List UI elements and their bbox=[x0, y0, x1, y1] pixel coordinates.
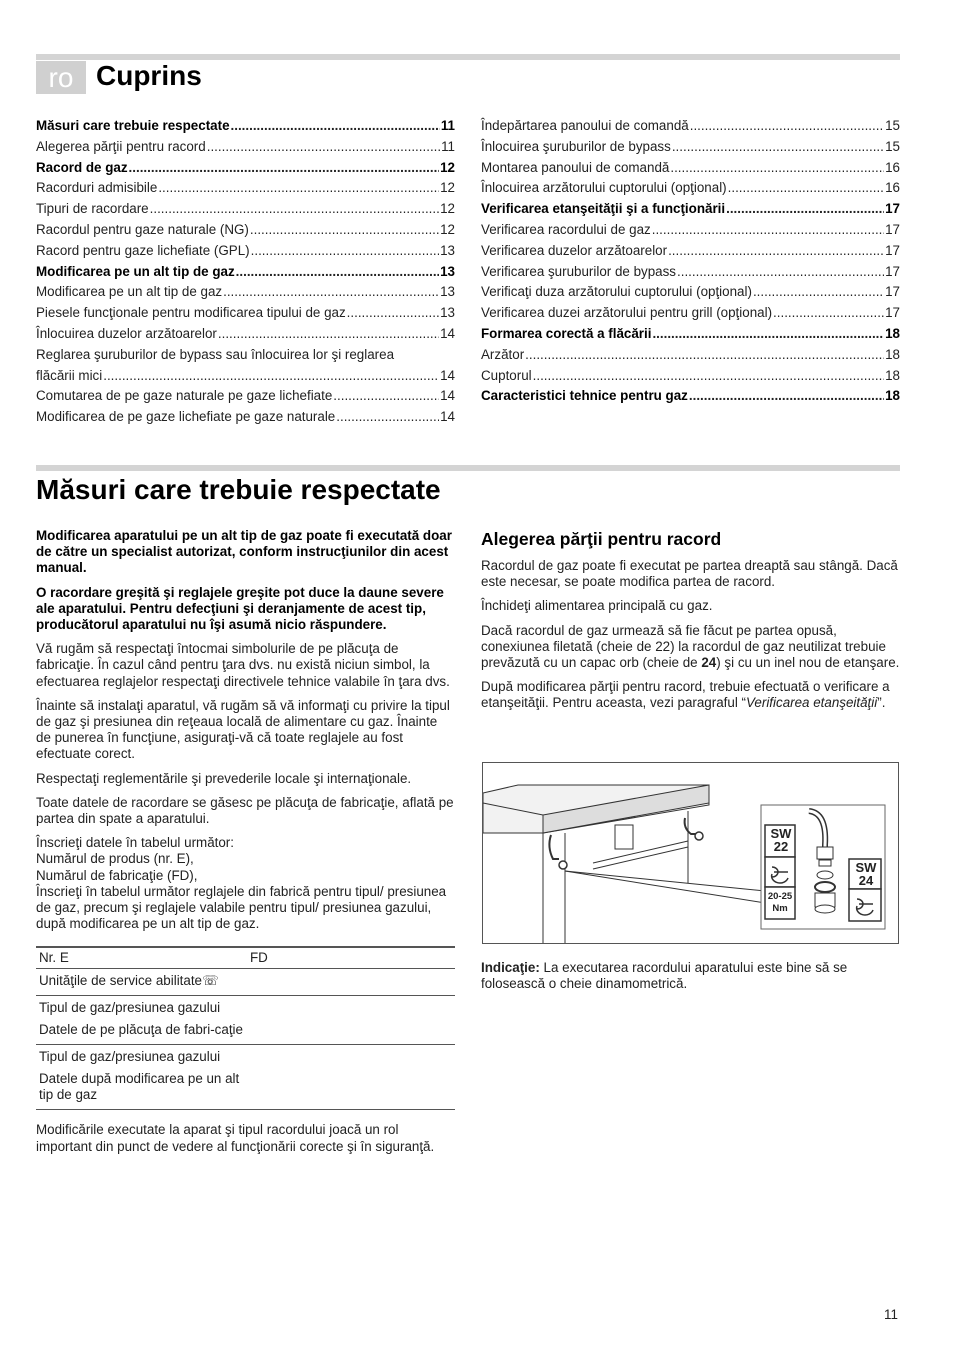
toc-entry bbox=[481, 137, 900, 158]
toc-entry-title: Racord pentru gaze lichefiate (GPL) bbox=[36, 242, 250, 258]
toc-entry-page: 13 bbox=[440, 284, 455, 300]
table-row bbox=[36, 996, 455, 1019]
section-title: Măsuri care trebuie respectate bbox=[36, 474, 441, 505]
toc-entry bbox=[36, 199, 455, 220]
toc-entry-title: Verificarea duzelor arzătoarelor bbox=[481, 242, 668, 258]
toc-entry-title: Modificarea pe un alt tip de gaz bbox=[36, 263, 235, 279]
toc-entry-title: Înlocuirea duzelor arzătoarelor bbox=[36, 325, 217, 341]
sw22-label: SW 22 bbox=[770, 826, 792, 854]
toc-entry-page: 13 bbox=[440, 242, 455, 258]
toc-entry bbox=[36, 282, 455, 303]
table-cell: Tipul de gaz/presiunea gazului bbox=[36, 996, 247, 1019]
toc-entry bbox=[481, 366, 900, 387]
data-table bbox=[36, 946, 455, 1110]
toc-entry bbox=[36, 386, 455, 407]
toc-entry bbox=[481, 158, 900, 179]
toc-leader-dots bbox=[689, 386, 884, 407]
toc-left-column bbox=[36, 116, 455, 428]
toc-entry bbox=[481, 386, 900, 407]
subsection-title: Alegerea părţii pentru racord bbox=[481, 529, 722, 549]
toc-entry-title: Formarea corectă a flăcării bbox=[481, 325, 652, 341]
toc-entry-title: Racord de gaz bbox=[36, 159, 128, 175]
toc-leader-dots bbox=[773, 303, 884, 324]
table-cell: Tipul de gaz/presiunea gazului bbox=[36, 1045, 247, 1068]
toc-entry-page: 12 bbox=[440, 159, 455, 175]
toc-leader-dots bbox=[236, 262, 439, 283]
toc-leader-dots bbox=[150, 199, 439, 220]
toc-leader-dots bbox=[333, 386, 439, 407]
toc-entry-page: 17 bbox=[885, 221, 900, 237]
table-cell: Datele de pe plăcuţa de fabri-caţie bbox=[39, 1022, 243, 1038]
table-cell bbox=[247, 1067, 455, 1110]
warning-paragraph: Modificarea aparatului pe un alt tip de gaz poate fi executată doar de către un specialist autorizat, conform instrucţiunilor din acest manual. bbox=[36, 528, 452, 576]
body-paragraph: Dacă racordul de gaz urmează să fie făcut pe partea opusă, conexiunea filetată (cheie de 22) la racordul de gaz neutilizat trebuie prevăzută cu un capac orb (cheie de 24) şi cu un inel nou de etanşare. bbox=[481, 622, 900, 671]
table-row bbox=[36, 969, 455, 996]
toc-entry-page: 18 bbox=[885, 346, 900, 362]
toc-entry-title: Verificarea şuruburilor de bypass bbox=[481, 263, 677, 279]
toc-leader-dots bbox=[652, 324, 884, 345]
toc-entry-page: 13 bbox=[440, 305, 455, 321]
page-title: Cuprins bbox=[96, 60, 202, 91]
toc-entry bbox=[36, 220, 455, 241]
toc-entry-title: flăcării mici bbox=[36, 367, 103, 383]
toc-entry-page: 17 bbox=[885, 201, 900, 217]
toc-entry-page: 16 bbox=[885, 180, 900, 196]
page-number: 11 bbox=[884, 1307, 898, 1322]
body-paragraph bbox=[36, 835, 455, 932]
toc-entry bbox=[36, 137, 455, 158]
toc-entry-page: 18 bbox=[885, 367, 900, 383]
toc-leader-dots bbox=[251, 241, 439, 262]
toc-entry bbox=[481, 178, 900, 199]
table-cell: FD bbox=[247, 947, 455, 969]
toc-entry-title: Verificarea etanşeităţii şi a funcţionării bbox=[481, 201, 726, 217]
section-rule bbox=[36, 465, 900, 471]
warning-paragraph: O racordare greşită şi reglajele greşite pot duce la daune severe ale aparatului. Pentru defecţiuni şi deranjamente de acest tip, producătorul aparatului nu îşi asumă nicio răspundere. bbox=[36, 584, 444, 633]
list-line: Numărul de produs (nr. E), bbox=[36, 851, 194, 867]
toc-entry-page: 12 bbox=[440, 221, 455, 237]
right-column bbox=[481, 528, 900, 720]
body-paragraph: După modificarea părţii pentru racord, trebuie efectuată o verificare a etanşeităţii. Pentru aceasta, vezi paragraful “Verificarea etanşeităţii”. bbox=[481, 679, 890, 711]
table-cell: Datele după modificarea pe un alt tip de gaz bbox=[36, 1067, 247, 1110]
toc-entry-title: Înlocuirea şuruburilor de bypass bbox=[481, 138, 671, 154]
toc-entry-page: 12 bbox=[440, 180, 455, 196]
toc-entry bbox=[36, 241, 455, 262]
toc-entry bbox=[36, 345, 455, 366]
toc-entry bbox=[36, 116, 455, 137]
toc-entry-page: 11 bbox=[440, 118, 455, 133]
toc-entry-page: 18 bbox=[885, 325, 900, 341]
toc-entry bbox=[481, 220, 900, 241]
toc-leader-dots bbox=[158, 178, 439, 199]
toc-leader-dots bbox=[525, 345, 884, 366]
note bbox=[481, 960, 900, 1000]
toc-entry-title: Înlocuirea arzătorului cuptorului (opţional) bbox=[481, 180, 727, 196]
table-cell bbox=[247, 996, 455, 1019]
body-paragraph: Înainte să instalaţi aparatul, vă rugăm să vă informaţi cu privire la tipul de gaz şi presiunea din reţeaua locală de alimentare cu gaz. Înainte de punerea în funcţiune, asiguraţi-vă că toate reglajele au fost efectuate corect. bbox=[36, 697, 450, 762]
toc-leader-dots bbox=[129, 158, 440, 179]
toc-entry bbox=[481, 199, 900, 220]
toc-entry-title: Măsuri care trebuie respectate bbox=[36, 118, 230, 133]
toc-entry-page: 17 bbox=[885, 263, 900, 279]
toc-entry-page: 14 bbox=[440, 409, 455, 425]
list-line: Înscrieţi în tabelul următor reglajele din fabrică pentru tipul/ presiunea de gaz, precum şi reglajele valabile pentru tipul/ presiunea gazului, după modificarea pe un alt tip de gaz. bbox=[36, 883, 447, 932]
toc-leader-dots bbox=[250, 220, 439, 241]
toc-entry-title: Caracteristici tehnice pentru gaz bbox=[481, 388, 688, 404]
body-paragraph: Toate datele de racordare se găsesc pe plăcuţa de fabricaţie, aflată pe partea din spate a aparatului. bbox=[36, 794, 454, 827]
toc-leader-dots bbox=[103, 366, 439, 387]
gas-connection-figure bbox=[482, 762, 899, 944]
toc-entry-title: Alegerea părţii pentru racord bbox=[36, 138, 206, 154]
toc-entry bbox=[481, 345, 900, 366]
toc-entry bbox=[481, 324, 900, 345]
table-row bbox=[36, 1018, 455, 1045]
toc-entry-page: 15 bbox=[885, 118, 900, 133]
toc-entry-title: Modificarea pe un alt tip de gaz bbox=[36, 284, 223, 300]
toc-entry bbox=[36, 366, 455, 387]
toc-leader-dots bbox=[670, 158, 884, 179]
sw24-label: SW 24 bbox=[855, 860, 877, 888]
toc-entry-page: 14 bbox=[440, 325, 455, 341]
toc-entry bbox=[481, 241, 900, 262]
toc-entry bbox=[36, 324, 455, 345]
toc-entry-page: 18 bbox=[885, 388, 900, 404]
table-cell bbox=[247, 1018, 455, 1045]
toc-entry-title: Îndepărtarea panoului de comandă bbox=[481, 118, 689, 133]
toc-entry-page: 11 bbox=[441, 138, 455, 154]
toc-entry bbox=[36, 158, 455, 179]
toc-entry-page: 14 bbox=[440, 388, 455, 404]
toc-leader-dots bbox=[207, 137, 440, 158]
toc-leader-dots bbox=[347, 303, 439, 324]
toc-entry-title: Racordul pentru gaze naturale (NG) bbox=[36, 221, 249, 237]
toc-leader-dots bbox=[672, 137, 884, 158]
body-paragraph: Respectaţi reglementările şi prevederile locale şi internaţionale. bbox=[36, 770, 412, 786]
toc-entry-title: Piesele funcţionale pentru modificarea tipului de gaz bbox=[36, 305, 346, 321]
toc-entry bbox=[481, 116, 900, 137]
toc-entry bbox=[481, 282, 900, 303]
body-paragraph: Vă rugăm să respectaţi întocmai simbolurile de pe plăcuţa de fabricaţie. În cazul când pentru ţara dvs. nu există niciun simbol, la efectuarea reglajelor respectaţi directivele tehnice valabile în ţara dvs. bbox=[36, 641, 450, 689]
toc-leader-dots bbox=[231, 116, 440, 137]
phone-icon: ☏ bbox=[202, 973, 219, 989]
language-badge: ro bbox=[36, 61, 86, 94]
toc-entry-page: 17 bbox=[885, 305, 900, 321]
toc-entry bbox=[481, 262, 900, 283]
toc-entry bbox=[36, 407, 455, 428]
toc-entry-title: Verificarea racordului de gaz bbox=[481, 221, 651, 237]
toc-entry-page: 15 bbox=[885, 138, 900, 154]
list-line: Numărul de fabricaţie (FD), bbox=[36, 867, 198, 883]
toc-entry-title: Cuptorul bbox=[481, 367, 532, 383]
toc-entry-title: Montarea panoului de comandă bbox=[481, 159, 670, 175]
toc-leader-dots bbox=[223, 282, 439, 303]
toc-leader-dots bbox=[677, 262, 884, 283]
toc-leader-dots bbox=[218, 324, 439, 345]
toc-leader-dots bbox=[726, 199, 884, 220]
toc-entry bbox=[481, 303, 900, 324]
table-cell: Nr. E bbox=[36, 947, 247, 969]
toc-leader-dots bbox=[652, 220, 884, 241]
toc-entry-title: Tipuri de racordare bbox=[36, 201, 149, 217]
toc-right-column bbox=[481, 116, 900, 407]
toc-entry-page: 17 bbox=[885, 284, 900, 300]
toc-entry-title: Modificarea de pe gaze lichefiate pe gaze naturale bbox=[36, 409, 336, 425]
toc-entry bbox=[36, 178, 455, 199]
toc-leader-dots bbox=[533, 366, 884, 387]
toc-leader-dots bbox=[753, 282, 884, 303]
body-paragraph: Modificările executate la aparat şi tipul racordului joacă un rol important din punct de vedere al funcţionării corecte şi în siguranţă. bbox=[36, 1122, 435, 1154]
torque-label: 20-25 Nm bbox=[767, 891, 793, 914]
toc-leader-dots bbox=[728, 178, 884, 199]
toc-entry bbox=[36, 262, 455, 283]
table-row bbox=[36, 947, 455, 969]
body-paragraph: Racordul de gaz poate fi executat pe partea dreaptă sau stângă. Dacă este necesar, se poate modifica partea de racord. bbox=[481, 558, 898, 590]
toc-entry-title: Arzător bbox=[481, 346, 525, 362]
toc-leader-dots bbox=[690, 116, 884, 137]
oven-connection-illustration bbox=[483, 763, 898, 943]
body-paragraph: Închideţi alimentarea principală cu gaz. bbox=[481, 598, 713, 614]
toc-entry-page: 14 bbox=[440, 367, 455, 383]
toc-entry bbox=[36, 303, 455, 324]
toc-entry-page: 13 bbox=[440, 263, 455, 279]
toc-entry-title: Racorduri admisibile bbox=[36, 180, 158, 196]
toc-entry-title: Verificarea duzei arzătorului pentru grill (opţional) bbox=[481, 305, 773, 321]
toc-leader-dots bbox=[668, 241, 884, 262]
table-row bbox=[36, 1067, 455, 1110]
note-paragraph: Indicaţie: La executarea racordului aparatului este bine să se folosească o cheie dinamometrică. bbox=[481, 960, 848, 992]
toc-entry-page: 16 bbox=[885, 159, 900, 175]
toc-entry-title: Comutarea de pe gaze naturale pe gaze lichefiate bbox=[36, 388, 333, 404]
table-cell bbox=[247, 969, 455, 996]
table-row bbox=[36, 1045, 455, 1068]
table-cell bbox=[247, 1045, 455, 1068]
toc-entry-title: Verificaţi duza arzătorului cuptorului (opţional) bbox=[481, 284, 752, 300]
toc-leader-dots bbox=[336, 407, 439, 428]
table-cell: Unităţile de service abilitate☏ bbox=[36, 969, 247, 996]
toc-entry-page: 12 bbox=[440, 201, 455, 217]
list-line: Înscrieţi datele în tabelul următor: bbox=[36, 835, 234, 851]
left-column bbox=[36, 528, 455, 1163]
toc-entry-title: Reglarea şuruburilor de bypass sau înlocuirea lor şi reglarea bbox=[36, 346, 395, 362]
toc-entry-page: 17 bbox=[885, 242, 900, 258]
